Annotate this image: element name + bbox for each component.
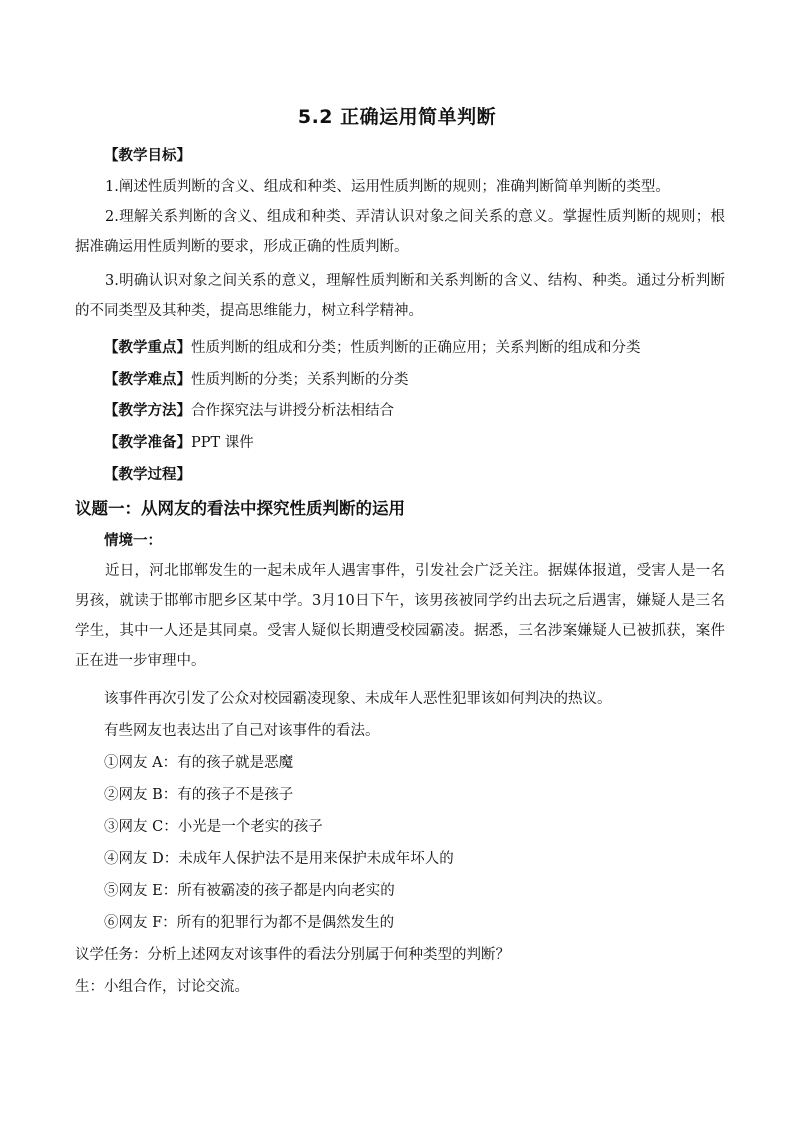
- opinion-item: ②网友 B：有的孩子不是孩子: [104, 787, 294, 803]
- student-activity: 生：小组合作，讨论交流。: [75, 979, 249, 995]
- page-title: 5.2 正确运用简单判断: [297, 106, 497, 128]
- methods: [104, 400, 394, 422]
- opinion-item: ⑤网友 E：所有被霸凌的孩子都是内向老实的: [104, 883, 395, 899]
- methods-text: 合作探究法与讲授分析法相结合: [191, 403, 394, 419]
- scenario-line-2: 该事件再次引发了公众对校园霸凌现象、未成年人恶性犯罪该如何判决的热议。: [104, 691, 612, 707]
- difficulties-text: 性质判断的分类；关系判断的分类: [191, 372, 409, 388]
- opinion-item: ⑥网友 F：所有的犯罪行为都不是偶然发生的: [104, 915, 395, 931]
- scenario-line-3: 有些网友也表达出了自己对该事件的看法。: [104, 723, 380, 739]
- task-text: 议学任务：分析上述网友对该事件的看法分别属于何种类型的判断？: [75, 947, 510, 963]
- opinion-item: ③网友 C：小光是一个老实的孩子: [104, 819, 323, 835]
- preparation-label: 【教学准备】: [104, 434, 191, 451]
- preparation: [104, 432, 254, 454]
- key-points-text: 性质判断的组成和分类；性质判断的正确应用；关系判断的组成和分类: [191, 340, 641, 356]
- key-points: [104, 337, 641, 359]
- scenario-text: 近日，河北邯郸发生的一起未成年人遇害事件，引发社会广泛关注。据媒体报道，受害人是一名男孩，就读于邯郸市肥乡区某中学。3月10日下午，该男孩被同学约出去玩之后遇害，嫌疑人是三名学生，其中一人还是其同桌。受害人疑似长期遭受校园霸凌。据悉，三名涉案嫌疑人已被抓获，案件正在进一步审理中。: [75, 563, 725, 669]
- key-points-label: 【教学重点】: [104, 339, 191, 356]
- preparation-text: PPT 课件: [191, 435, 254, 451]
- objective-item-3: 3.明确认识对象之间关系的意义，理解性质判断和关系判断的含义、结构、种类。通过分析判断的不同类型及其种类，提高思维能力，树立科学精神。: [75, 273, 725, 319]
- opinion-item: ④网友 D：未成年人保护法不是用来保护未成年坏人的: [104, 851, 454, 867]
- difficulties-label: 【教学难点】: [104, 371, 191, 388]
- difficulties: [104, 369, 409, 391]
- objective-item-1: 1.阐述性质判断的含义、组成和种类、运用性质判断的规则；准确判断简单判断的类型。: [105, 179, 670, 195]
- methods-label: 【教学方法】: [104, 402, 191, 419]
- process-heading: 【教学过程】: [104, 466, 191, 483]
- objective-item-2: 2.理解关系判断的含义、组成和种类、弄清认识对象之间关系的意义。掌握性质判断的规则；根据准确运用性质判断的要求，形成正确的性质判断。: [75, 209, 725, 255]
- scenario-label: 情境一：: [104, 533, 162, 549]
- objectives-heading: 【教学目标】: [104, 147, 191, 164]
- topic1-title: 议题一：从网友的看法中探究性质判断的运用: [75, 499, 405, 518]
- opinion-item: ①网友 A：有的孩子就是恶魔: [104, 755, 294, 771]
